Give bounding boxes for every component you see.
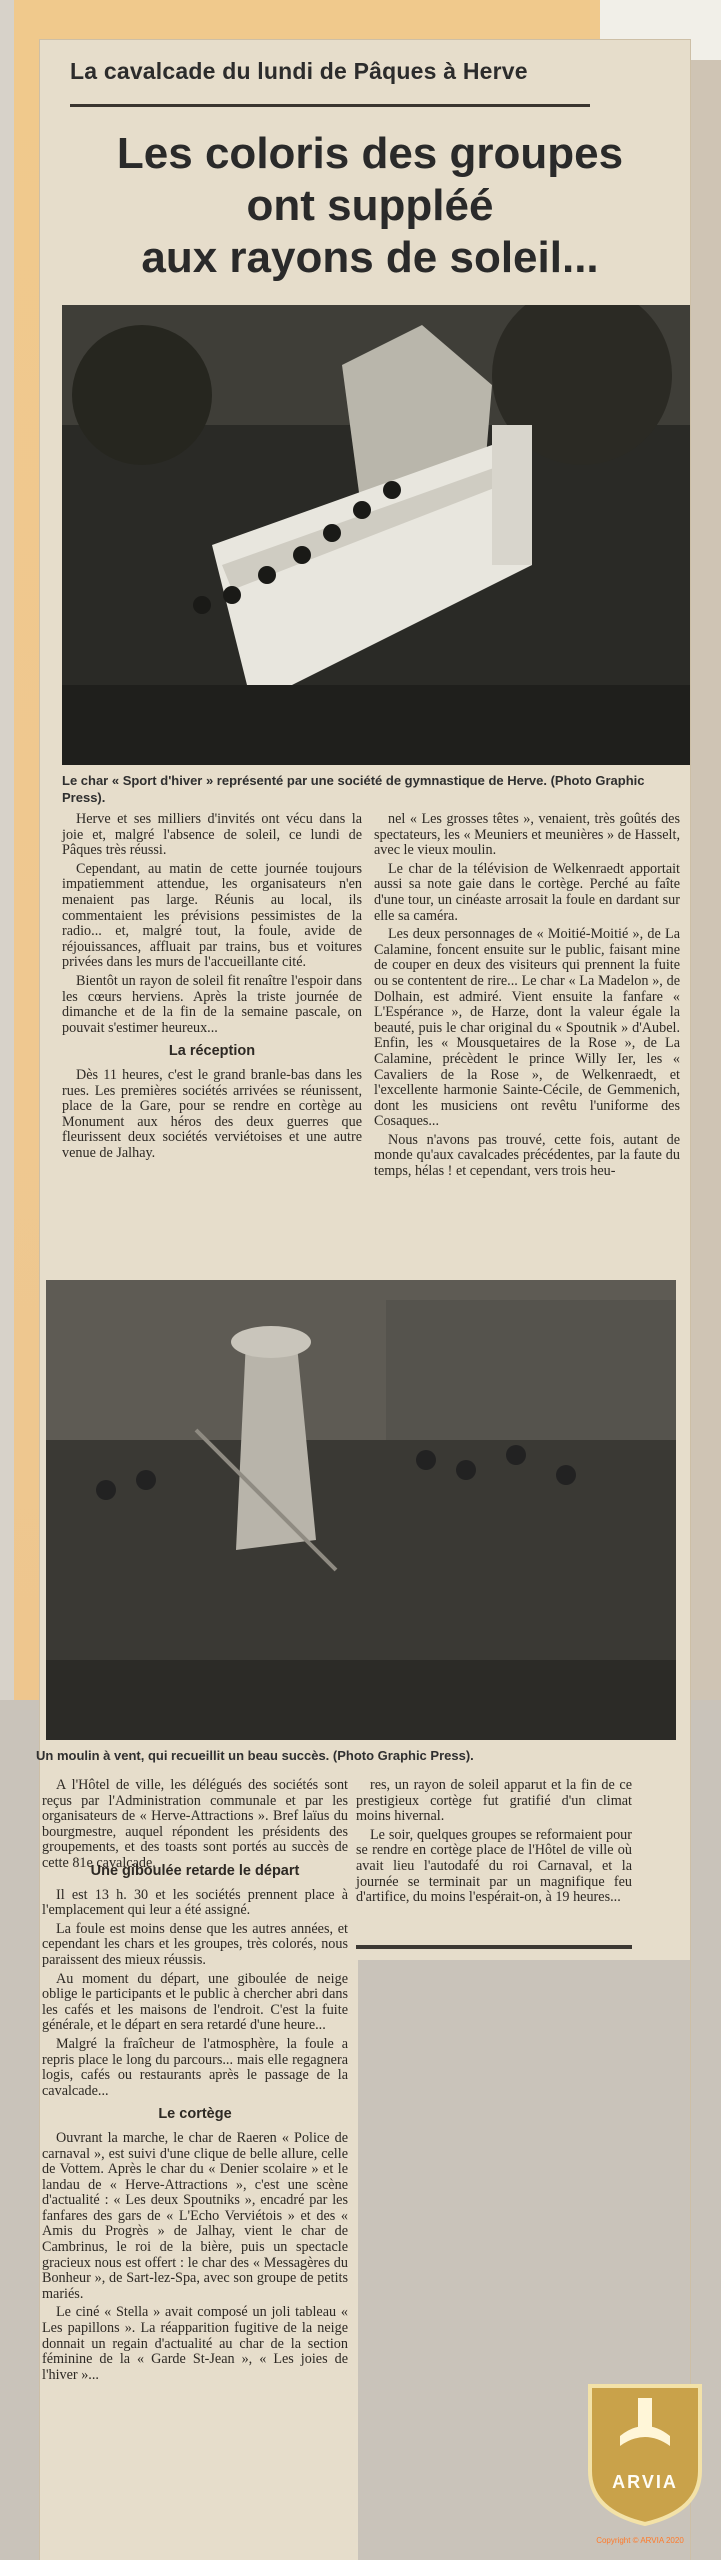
section3-column [42,1856,348,2386]
paragraph: A l'Hôtel de ville, les délégués des sociétés sont reçus par l'Administration communale et par les organisateurs de « Herve-Attractions ». Bref laïus du bourgmestre, auquel répondent les présidents des groupements, et des toasts sont portés au succès de cette 81e cavalcade. [42,1777,348,1871]
paragraph: Le char de la télévision de Welkenraedt apportait aussi sa note gaie dans le cortège. Perché au faîte d'une tour, un cinéaste arrosait la foule en dardant sur elle sa caméra. [374,860,680,924]
paragraph: Le ciné « Stella » avait composé un joli tableau « Les papillons ». La réapparition fugitive de la neige donnait un regain d'actualité au char de la section féminine de la « Garde St-Jean », « Les joies de l'hiver »... [42,2304,348,2383]
paragraph: Herve et ses milliers d'invités ont vécu dans la joie et, malgré l'absence de soleil, ce lundi de Pâques très réussi. [62,811,362,859]
photo1-caption: Le char « Sport d'hiver » représenté par une société de gymnastique de Herve. (Photo Graphic Press). [62,773,645,805]
section2-right-column [356,1778,632,1909]
paragraph: Les deux personnages de « Moitié-Moitié », de La Calamine, foncent ensuite sur le public, faisant mine de couper en deux des visiteurs qui prennent la fuite ou se contentent de rire... Le char « La Madelon », de Dolhain, est admiré. Vient ensuite la fanfare « L'Espérance », de Harze, dont la valeur égale la beauté, puis le char original du « Spoutnik » d'Aubel. Enfin, les « Mousquetaires de la Rose », de La Calamine, précèdent le prince Willy Ier, les « Cavaliers de la Rose », de Welkenraedt, et l'excellente harmonie Sainte-Cécile, de Gemmenich, dont les musiciens ont revêtu l'uniforme des Cosaques... [374,926,680,1130]
photo2-caption: Un moulin à vent, qui recueillit un beau succès. (Photo Graphic Press). [36,1748,474,1763]
paragraph: Ouvrant la marche, le char de Raeren « Police de carnaval », est suivi d'une clique de belle allure, celle de Vottem. Après le char du « Denier scolaire » et le landau de « Herve-Attractions », c'est une scène d'actualité : « Les deux Spoutniks », encadré par les fanfares des gars de « L'Echo Verviétois » et des « Amis du Progrès » de Jalhay, vient le char de Cambrinus, le roi de la bière, puis un spectacle gracieux nous est offert : le char des « Messagères du Bonheur », de Sart-lez-Spa, avec son groupe de petits mariés. [42,2129,348,2302]
copyright-notice: Copyright © ARVIA 2020 [596,2536,684,2545]
headline-line: ont suppléé [246,181,494,230]
subheading-reception: La réception [168,1043,256,1060]
column-rule [356,1945,632,1949]
paragraph: Cependant, au matin de cette journée toujours impatiemment attendue, les organisateurs n'en menaient pas large. Réunis au local, ils commentaient les prévisions pessimistes de la radio... et, malgré tout, la foule, avide de réjouissances, affluait par trains, bus et voitures privées dans les murs de l'accueillante cité. [62,860,362,971]
subheading-cortege: Le cortège [158,2106,232,2123]
headline-line: aux rayons de soleil... [141,233,599,282]
section1-left-column [62,812,362,1164]
headline-line: Les coloris des groupes [116,129,624,178]
article-kicker: La cavalcade du lundi de Pâques à Herve [70,58,528,84]
section1-right-column [374,812,680,1183]
article-headline [60,128,680,284]
paragraph: Le soir, quelques groupes se reformaient pour se rendre en cortège place de l'Hôtel de ville où avait lieu l'autodafé du roi Carnaval, et la journée se terminait par un magnifique feu d'artifice, du moins l'espérait-on, à 19 heures... [356,1826,632,1906]
paragraph: nel « Les grosses têtes », venaient, très goûtés des spectateurs, les « Meuniers et meunières » de Hasselt, avec le vieux moulin. [374,811,680,859]
photo-moulin [46,1280,676,1740]
paragraph: Au moment du départ, une giboulée de neige oblige le participants et le public à chercher abri dans les cafés et les maisons de l'endroit. C'est la fuite générale, et le départ en sera retardé d'une heure... [42,1970,348,2034]
paragraph: Il est 13 h. 30 et les sociétés prennent place à l'emplacement qui leur a été assigné. [42,1886,348,1919]
right-margin-strip [690,60,721,1700]
paragraph: Bientôt un rayon de soleil fit renaître l'espoir dans les cœurs herviens. Après la triste journée de dimanche et de la fin de la semaine pascale, on pouvait s'estimer heureux... [62,972,362,1036]
arvia-logo [580,2376,710,2526]
arvia-shield-icon [580,2376,710,2526]
paragraph: Malgré la fraîcheur de l'atmosphère, la foule a repris place le long du parcours... mais elle regagnera logis, cafés ou restaurants après le passage de la cavalcade... [42,2035,348,2099]
paragraph: Nous n'avons pas trouvé, cette fois, autant de monde qu'aux cavalcades précédentes, par la faute du temps, hélas ! et cependant, vers trois heu- [374,1131,680,1180]
kicker-rule [70,104,590,107]
paragraph: res, un rayon de soleil apparut et la fin de ce prestigieux cortège fut gratifié d'un climat moins hivernal. [356,1777,632,1825]
paragraph: Dès 11 heures, c'est le grand branle-bas dans les rues. Les premières sociétés arrivées se réunissent, place de la Gare, pour se rendre en cortège au Monument aux héros des deux guerres que fleurissent deux sociétés verviétoises et une autre venue de Jalhay. [62,1066,362,1161]
logo-text: ARVIA [612,2472,678,2492]
photo-moulin-image [46,1280,676,1740]
subheading-giboulee: Une giboulée retarde le départ [90,1863,300,1879]
paragraph: La foule est moins dense que les autres années, et cependant les chars et les groupes, très colorés, nous paraissent des mieux réussis. [42,1920,348,1968]
photo-sport-hiver-image [62,305,690,765]
photo-sport-hiver [62,305,690,765]
